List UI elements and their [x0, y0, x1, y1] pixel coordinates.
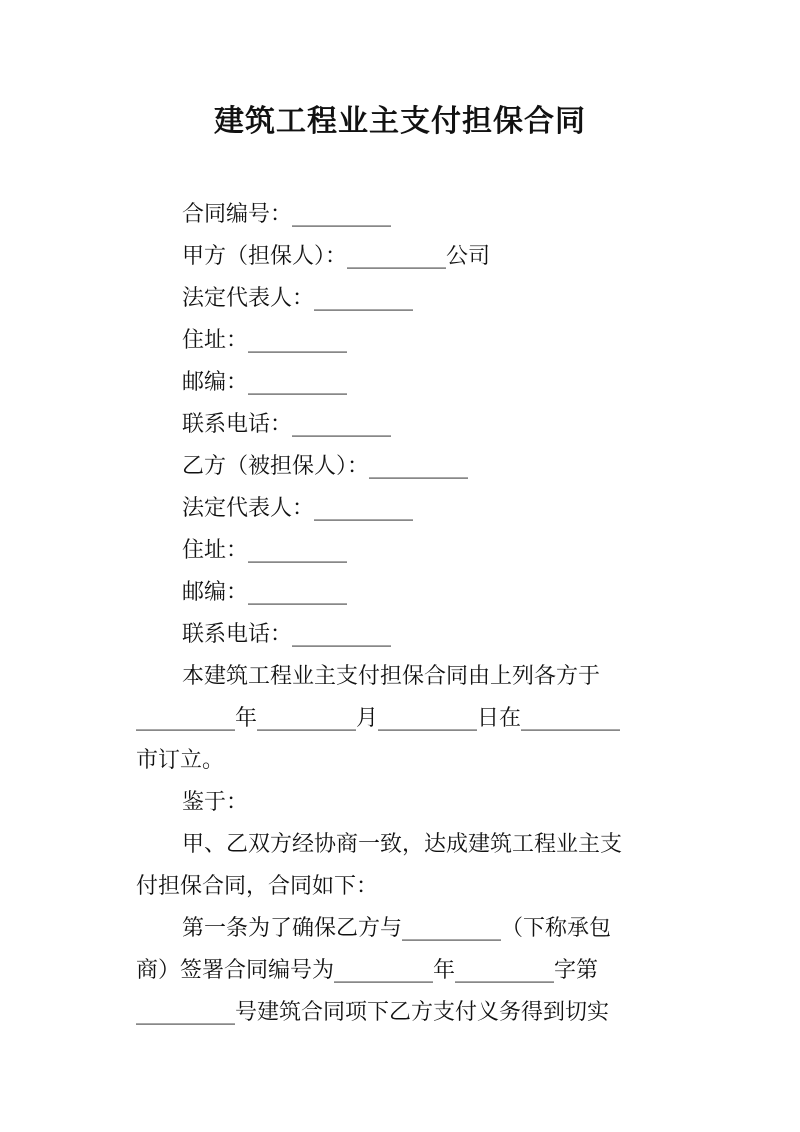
paragraph-line: 鉴于：: [182, 790, 249, 815]
party-b-legal-rep-field: 法定代表人：_________: [182, 496, 414, 521]
paragraph-line: 付担保合同，合同如下：: [136, 874, 379, 899]
party-b-phone-field: 联系电话：_________: [182, 622, 392, 647]
paragraph-line: 商）签署合同编号为_________年_________字第: [136, 958, 599, 983]
contract-number-field: 合同编号：_________: [182, 202, 392, 227]
party-a-postcode-field: 邮编：_________: [182, 370, 348, 395]
party-a-address-field: 住址：_________: [182, 328, 348, 353]
paragraph-line: _________年_________月_________日在_________: [136, 706, 621, 731]
party-a-legal-rep-field: 法定代表人：_________: [182, 286, 414, 311]
party-b-address-field: 住址：_________: [182, 538, 348, 563]
paragraph-line: 市订立。: [136, 748, 225, 773]
paragraph-line: 第一条为了确保乙方与_________（下称承包: [182, 916, 612, 941]
paragraph-line: _________号建筑合同项下乙方支付义务得到切实: [136, 1000, 610, 1025]
document-title: 建筑工程业主支付担保合同: [214, 104, 586, 139]
party-a-phone-field: 联系电话：_________: [182, 412, 392, 437]
party-a-field: 甲方（担保人）：_________公司: [182, 244, 491, 269]
paragraph-line: 甲、乙双方经协商一致，达成建筑工程业主支: [182, 832, 623, 857]
paragraph-line: 本建筑工程业主支付担保合同由上列各方于: [182, 664, 601, 689]
party-b-field: 乙方（被担保人）：_________: [182, 454, 469, 479]
party-b-postcode-field: 邮编：_________: [182, 580, 348, 605]
